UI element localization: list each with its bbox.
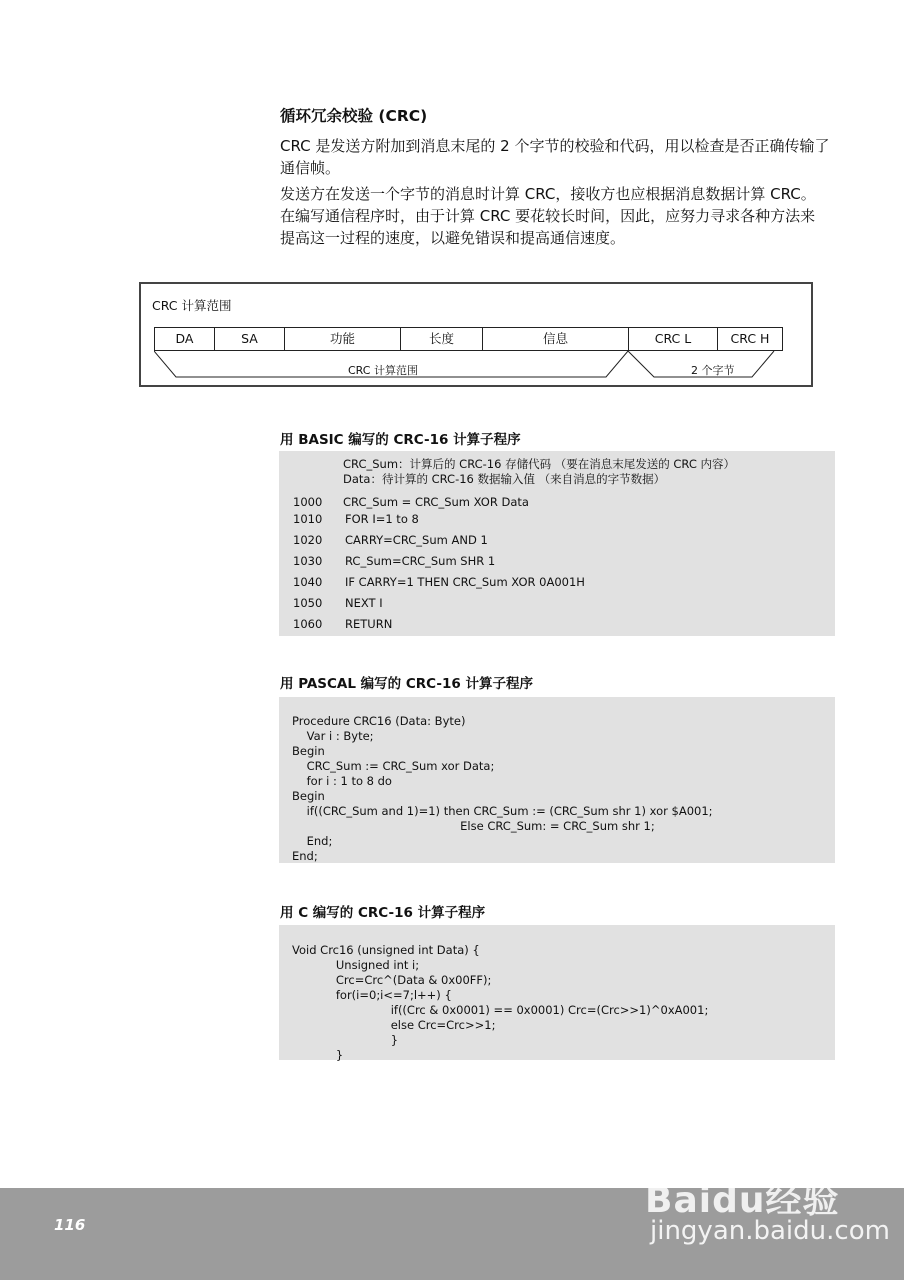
page-number: 116 bbox=[54, 1216, 86, 1234]
watermark-logo: Baidu经验 bbox=[645, 1180, 840, 1221]
frame-fields bbox=[154, 327, 783, 351]
code-line: CRC_Sum = CRC_Sum XOR Data bbox=[343, 495, 529, 509]
code-line: FOR I=1 to 8 bbox=[345, 512, 419, 526]
field-crc-high: CRC H bbox=[730, 331, 770, 346]
code-line: if((Crc & 0x0001) == 0x0001) Crc=(Crc>>1)^0xA001; bbox=[292, 1003, 709, 1017]
paragraph-crc-definition: CRC 是发送方附加到消息末尾的 2 个字节的校验和代码，用以检查是否正确传输了通信帧。 bbox=[280, 137, 830, 177]
code-line: NEXT I bbox=[345, 596, 383, 610]
code-line: if((CRC_Sum and 1)=1) then CRC_Sum := (CRC_Sum shr 1) xor $A001; bbox=[292, 804, 713, 818]
code-line: } bbox=[292, 1033, 399, 1047]
code-line: Begin bbox=[292, 789, 325, 803]
watermark-url: jingyan.baidu.com bbox=[650, 1216, 890, 1246]
code-line: CARRY=CRC_Sum AND 1 bbox=[345, 533, 488, 547]
c-code-box bbox=[279, 925, 835, 1060]
code-line: for i : 1 to 8 do bbox=[292, 774, 392, 788]
field-crc-low: CRC L bbox=[629, 328, 718, 350]
field-function: 功能 bbox=[285, 328, 401, 350]
line-number: 1020 bbox=[293, 533, 323, 547]
code-line: CRC_Sum := CRC_Sum xor Data; bbox=[292, 759, 495, 773]
code-line: RETURN bbox=[345, 617, 393, 631]
code-line: Void Crc16 (unsigned int Data) { bbox=[292, 943, 480, 957]
code-line: RC_Sum=CRC_Sum SHR 1 bbox=[345, 554, 496, 568]
line-number: 1000 bbox=[293, 495, 323, 509]
field-info: 信息 bbox=[483, 328, 629, 350]
basic-note-sum: CRC_Sum：计算后的 CRC-16 存储代码 （要在消息末尾发送的 CRC 内容） bbox=[343, 457, 736, 471]
line-number: 1040 bbox=[293, 575, 323, 589]
crc-range-label: CRC 计算范围 bbox=[348, 364, 418, 377]
code-line: End; bbox=[292, 849, 318, 863]
code-line: IF CARRY=1 THEN CRC_Sum XOR 0A001H bbox=[345, 575, 585, 589]
code-line: else Crc=Crc>>1; bbox=[292, 1018, 496, 1032]
pascal-code-box bbox=[279, 697, 835, 863]
basic-code-box bbox=[279, 451, 835, 636]
crc-bytes-label: 2 个字节 bbox=[691, 364, 735, 377]
paragraph-crc-calculation: 发送方在发送一个字节的消息时计算 CRC，接收方也应根据消息数据计算 CRC。在编写通信程序时，由于计算 CRC 要花较长时间，因此，应努力寻求各种方法来提高这一过程的速度，以避免错误和提高通信速度。 bbox=[280, 185, 816, 247]
basic-heading: 用 BASIC 编写的 CRC-16 计算子程序 bbox=[280, 432, 521, 448]
code-line: for(i=0;i<=7;l++) { bbox=[292, 988, 452, 1002]
code-line: End; bbox=[292, 834, 333, 848]
c-heading: 用 C 编写的 CRC-16 计算子程序 bbox=[280, 905, 486, 921]
section-title: 循环冗余校验 (CRC) bbox=[280, 107, 428, 125]
code-line: } bbox=[292, 1048, 344, 1062]
code-line: Begin bbox=[292, 744, 325, 758]
code-line: Crc=Crc^(Data & 0x00FF); bbox=[292, 973, 492, 987]
field-da: DA bbox=[155, 328, 215, 350]
diagram-title: CRC 计算范围 bbox=[152, 298, 232, 313]
basic-note-data: Data：待计算的 CRC-16 数据输入值 （来自消息的字节数据） bbox=[343, 472, 666, 486]
pascal-heading: 用 PASCAL 编写的 CRC-16 计算子程序 bbox=[280, 676, 533, 692]
code-line: Procedure CRC16 (Data: Byte) bbox=[292, 714, 466, 728]
line-number: 1030 bbox=[293, 554, 323, 568]
line-number: 1060 bbox=[293, 617, 323, 631]
field-sa: SA bbox=[215, 328, 285, 350]
line-number: 1010 bbox=[293, 512, 323, 526]
code-line: Unsigned int i; bbox=[292, 958, 420, 972]
code-line: Var i : Byte; bbox=[292, 729, 374, 743]
field-length: 长度 bbox=[401, 328, 483, 350]
line-number: 1050 bbox=[293, 596, 323, 610]
code-line: Else CRC_Sum: = CRC_Sum shr 1; bbox=[292, 819, 655, 833]
